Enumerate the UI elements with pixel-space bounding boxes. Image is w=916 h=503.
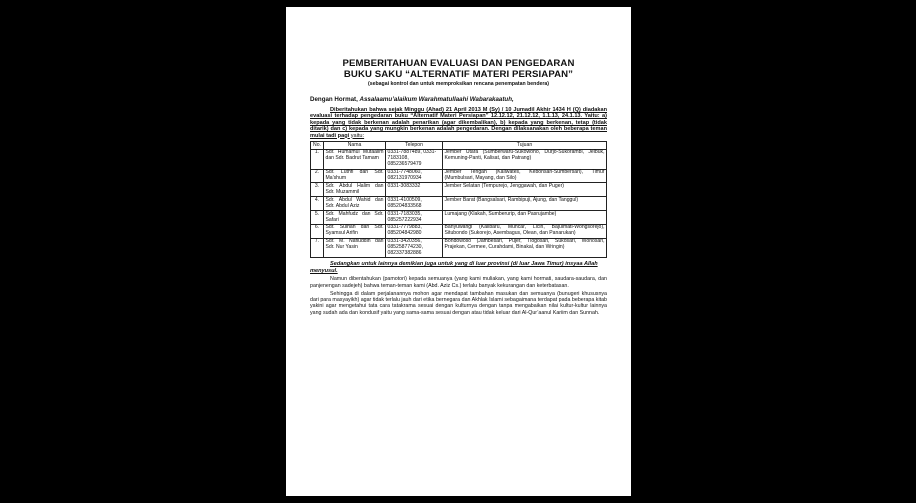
greeting-prefix: Dengan Hormat,	[310, 96, 360, 103]
intro-text: Diberitahukan bahwa sejak Minggu (Ahad) 21 April 2013 M (Sy) / 10 Jumadil Akhir 1434 H (Q) diadakan evaluasi terhadap pengedaran buku “Alternatif Materi Persiapan” 12.12.12, 21.12.12, 1.1.13, 24.1.13. Yaitu: a) kepada yang tidak berkenan adalah penarikan (agar dikembalikan), b) kepada yang berkenan, tetap (tidak ditarik) dan c) kepada yang mungkin berkenan adalah pengedaran. Dengan dilaksanakan oleh beberapa teman mulai tadi pagi	[310, 107, 607, 139]
table-header-row	[311, 142, 607, 150]
cell-telepon: 0331-3420356, 085258774230, 082337382886	[386, 238, 443, 258]
header-tujuan: Tujuan	[443, 142, 607, 150]
body-paragraph-2: Sehingga di dalam perjalanannya mohon agar mendapat tambahan masukan dan semuanya (bunugeri khususnya dari para masyayikh) agar tidak terlalu jauh dari etika bernegara dan Akhlak Islami sebagaimana terdapat pada beberapa kitab yakini agar mengetahui tata cara tatakrama sesuai dengan kulturnya dengan tanpa mengabaikan nilai kultur-kultur lainnya yang sudah ada dan kondusif yaitu yang sama-sama sesuai dengan atau tidak keluar dari Al-Qur’aanul Kariim dan Sunnah.	[310, 290, 607, 316]
title-line-1: PEMBERITAHUAN EVALUASI DAN PENGEDARAN	[342, 58, 575, 69]
cell-no: 4.	[311, 197, 324, 211]
intro-tail: yaitu:	[349, 132, 365, 139]
header-no: No.	[311, 142, 324, 150]
body-paragraph-1: Namun dibentahukan (pamotori) kepada semuanya (yang kami muliakan, yang kami hormati, saudara-saudara, dan panjenengan sadejeh) bahwa teman-teman kami (Abd. Aziz Cs.) terlalu banyak kekurangan dan keterbatasan.	[310, 276, 607, 289]
cell-no: 7.	[311, 238, 324, 258]
cell-tujuan: Jember Utara (Sumberwaru-Sukowono, Durjo-Sukorambi, Jelbuk, Kemuning-Panti, Kalisat, dan Patrang)	[443, 149, 607, 169]
cell-nama: Sdr. M. Nafiuddin dan Sdr. Nur Yasin	[324, 238, 386, 258]
cell-nama: Sdr. Abdul Halim dan Sdr. Muzammil	[325, 182, 384, 195]
table-row	[311, 169, 607, 183]
cell-no: 6.	[311, 224, 324, 238]
cell-no: 5.	[311, 211, 324, 225]
cell-tujuan: Jember Selatan (Tempurejo, Jenggawah, dan Puger)	[443, 183, 607, 197]
cell-tujuan: Banyuwangi (Kalibaru, Muncar, Licin, Bajulmati-Wongsorejo), Situbondo (Sukorejo, Asembagus, Olean, dan Panarukan)	[444, 224, 605, 237]
cell-tujuan: Lumajang (Klakah, Sumberurip, dan Pasrujambe)	[443, 211, 607, 225]
cell-nama: Sdr. Abdul Wahid dan Sdr. Abdul Aziz	[325, 196, 384, 209]
note-paragraph: Sedangkan untuk lainnya demikian juga untuk yang di luar provinsi (di luar Jawa Timur) insyaa Allah menyusul.	[310, 261, 598, 274]
cell-no: 3.	[311, 183, 324, 197]
header-nama: Nama	[324, 142, 386, 150]
title-line-2: BUKU SAKU “ALTERNATIF MATERI PERSIAPAN”	[343, 68, 574, 80]
cell-telepon: 0331-7748060, 082131970934	[386, 169, 443, 183]
document-title	[310, 59, 607, 80]
cell-telepon: 0331-7887489, 0331-7183108, 085236579479	[386, 149, 443, 169]
distribution-table	[310, 141, 607, 258]
greeting	[310, 96, 607, 103]
table-row	[311, 224, 607, 238]
cell-telepon: 0331-7779883, 085204842980	[386, 224, 443, 238]
cell-telepon: 0331-3083332	[386, 183, 443, 197]
cell-tujuan: Bondowoso (Jambesari, Pujer, Tlogosari, Sukosari, Wonosari, Prajekan, Cermee, Curahdami, Binakal, dan Wringin)	[443, 238, 607, 258]
table-row	[311, 238, 607, 258]
document-page	[286, 7, 631, 496]
cell-telepon: 0331-4100509, 085204833568	[386, 197, 443, 211]
document-subtitle: (sebagai kontrol dan untuk memproksikan rencana penempatan bendera)	[367, 81, 550, 87]
cell-no: 1.	[311, 149, 324, 169]
table-row	[311, 211, 607, 225]
cell-nama: Sdr. Sulhan dan Sdr. Syamsul Arifin	[325, 224, 384, 237]
cell-tujuan: Jember Barat (Bangsalsari, Rambipuji, Ajung, dan Tanggul)	[443, 197, 607, 211]
cell-nama: Sdr. Luthfi dan Sdr. Ma’shum	[325, 169, 384, 182]
table-row	[311, 149, 607, 169]
cell-nama: Sdr. Mahfudz dan Sdr. Safari	[325, 210, 384, 223]
cell-nama: Sdr. Humamul Mutaalim dan Sdr. Badrut Tamam	[324, 149, 386, 169]
greeting-salam: Assalaamu’alaikum Warahmatullaahi Wabarakaatuh,	[359, 96, 514, 103]
cell-no: 2.	[311, 169, 324, 183]
table-row	[311, 183, 607, 197]
header-telepon: Telepon	[386, 142, 443, 150]
table-row	[311, 197, 607, 211]
intro-paragraph	[310, 107, 607, 139]
cell-tujuan: Jember Tengah (Kaliwates, Kebonsari-Sumbersari), Timur (Mumbulsari, Mayang, dan Silo)	[444, 169, 605, 182]
cell-telepon: 0331-7183035, 085257222934	[386, 211, 443, 225]
